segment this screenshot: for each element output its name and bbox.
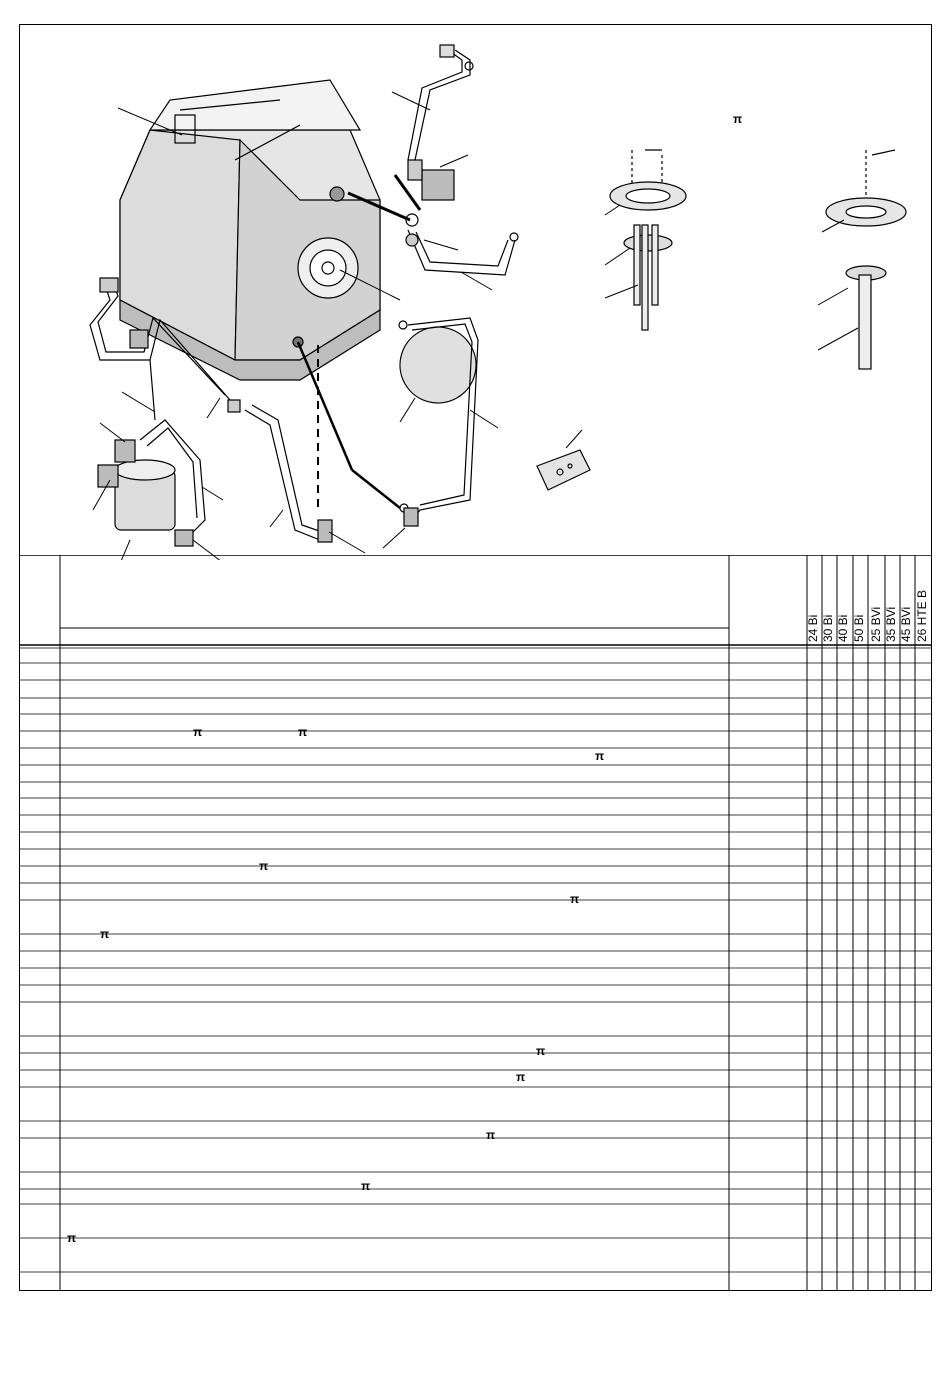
pi-mark: π bbox=[67, 1231, 77, 1245]
table-rows bbox=[19, 648, 932, 1272]
pi-mark: π bbox=[486, 1128, 496, 1142]
model-header: 25 BVi bbox=[869, 606, 883, 642]
model-header: 50 Bi bbox=[852, 614, 866, 642]
model-header: 45 BVi bbox=[899, 606, 913, 642]
accessory-bag bbox=[537, 450, 590, 490]
parts-table bbox=[19, 555, 932, 1291]
pi-mark: π bbox=[516, 1070, 526, 1084]
exploded-parts-diagram bbox=[0, 0, 950, 560]
pi-mark: π bbox=[536, 1044, 546, 1058]
model-header: 24 Bi bbox=[806, 614, 820, 642]
pi-mark: π bbox=[100, 927, 110, 941]
model-header: 40 Bi bbox=[836, 614, 850, 642]
pi-mark: π bbox=[361, 1179, 371, 1193]
pi-mark: π bbox=[733, 112, 743, 126]
pi-mark: π bbox=[595, 749, 605, 763]
heating-element-left bbox=[610, 150, 686, 330]
model-header: 35 BVi bbox=[884, 606, 898, 642]
pi-mark: π bbox=[298, 725, 308, 739]
model-header: 26 HTE B bbox=[915, 589, 929, 642]
heating-element-right bbox=[826, 150, 906, 369]
pi-mark: π bbox=[193, 725, 203, 739]
pi-mark: π bbox=[570, 892, 580, 906]
model-header: 30 Bi bbox=[821, 614, 835, 642]
pi-mark: π bbox=[259, 859, 269, 873]
